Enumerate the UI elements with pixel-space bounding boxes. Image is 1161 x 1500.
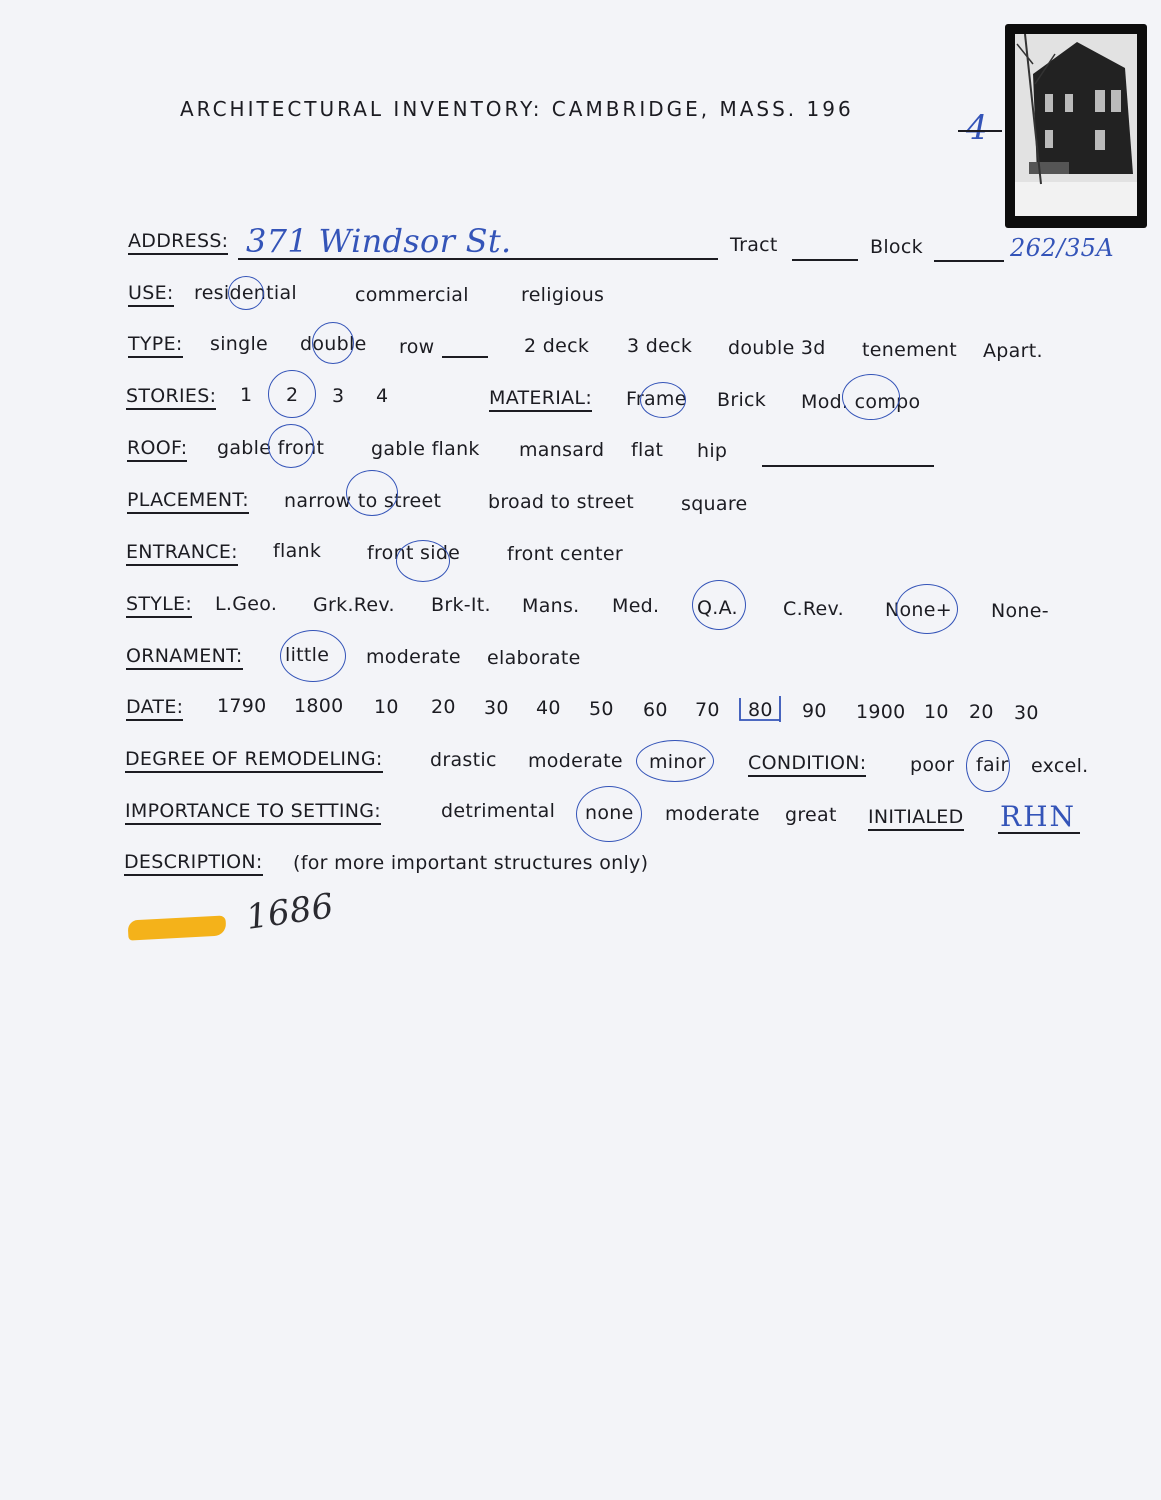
roof-mansard: mansard xyxy=(519,439,605,461)
use-label: USE: xyxy=(128,282,174,307)
importance-detrimental: detrimental xyxy=(441,800,556,822)
material-frame: Frame xyxy=(626,388,687,410)
style-none-circle xyxy=(896,584,958,634)
remodeling-label: DEGREE OF REMODELING: xyxy=(125,748,383,773)
type-double: double xyxy=(300,333,367,355)
address-value: 371 Windsor St. xyxy=(246,222,512,260)
year-digit: 4 xyxy=(966,108,988,148)
date-60: 60 xyxy=(643,699,668,721)
description-handwritten: 1686 xyxy=(243,886,337,938)
type-3-deck: 3 deck xyxy=(627,335,693,357)
tract-label: Tract xyxy=(730,234,778,256)
type-selected-circle xyxy=(312,322,354,364)
material-selected-circle xyxy=(842,374,900,420)
entrance-label: ENTRANCE: xyxy=(126,541,238,566)
remodeling-moderate: moderate xyxy=(528,750,623,772)
roof-flat: flat xyxy=(631,439,664,461)
ornament-little: little xyxy=(285,644,330,666)
use-residential: residential xyxy=(194,282,298,304)
placement-square: square xyxy=(681,493,748,515)
description-note: (for more important structures only) xyxy=(293,852,649,874)
style-brkit: Brk-It. xyxy=(431,594,491,616)
ornament-selected-circle xyxy=(280,630,346,682)
placement-label: PLACEMENT: xyxy=(127,489,249,514)
date-1790: 1790 xyxy=(217,695,267,717)
initialed-value: RHN xyxy=(1000,800,1076,833)
roof-label: ROOF: xyxy=(127,437,187,462)
importance-great: great xyxy=(785,804,837,826)
initialed-label: INITIALED xyxy=(868,806,964,831)
stories-4: 4 xyxy=(376,385,389,407)
use-selected-circle xyxy=(228,276,264,310)
placement-broad: broad to street xyxy=(488,491,635,513)
form-title: ARCHITECTURAL INVENTORY: CAMBRIDGE, MASS. 196 xyxy=(180,97,854,121)
material-brick: Brick xyxy=(717,389,767,411)
block-label: Block xyxy=(870,236,923,258)
style-grkrev: Grk.Rev. xyxy=(313,594,395,616)
date-40: 40 xyxy=(536,697,561,719)
placement-narrow: narrow to street xyxy=(284,490,442,512)
ornament-moderate: moderate xyxy=(366,646,461,668)
highlighter-mark xyxy=(128,915,227,940)
date-1910: 10 xyxy=(924,701,949,723)
building-photo xyxy=(1005,24,1147,228)
importance-selected-circle xyxy=(576,786,642,842)
use-religious: religious xyxy=(521,284,605,306)
stories-2: 2 xyxy=(286,384,299,406)
date-1930: 30 xyxy=(1014,702,1039,724)
type-label: TYPE: xyxy=(128,333,183,358)
condition-selected-circle xyxy=(966,740,1010,792)
type-row: row xyxy=(399,336,435,358)
placement-selected-circle xyxy=(346,470,398,516)
date-label: DATE: xyxy=(126,696,183,721)
style-lgeo: L.Geo. xyxy=(215,593,278,615)
type-single: single xyxy=(210,333,269,355)
importance-none: none xyxy=(585,802,634,824)
material-label: MATERIAL: xyxy=(489,387,592,412)
importance-label: IMPORTANCE TO SETTING: xyxy=(125,800,381,825)
date-20: 20 xyxy=(431,696,456,718)
date-1900: 1900 xyxy=(856,701,906,723)
date-90: 90 xyxy=(802,700,827,722)
entrance-front-center: front center xyxy=(507,543,623,565)
style-qa-circle xyxy=(692,580,746,630)
entrance-front-side: front side xyxy=(367,542,461,564)
date-1920: 20 xyxy=(969,701,994,723)
date-10: 10 xyxy=(374,696,399,718)
remodeling-minor: minor xyxy=(649,751,706,773)
roof-gable-flank: gable flank xyxy=(371,438,480,460)
block-value: 262/35A xyxy=(1010,234,1114,262)
type-2-deck: 2 deck xyxy=(524,335,590,357)
type-double-3d: double 3d xyxy=(728,337,826,359)
remodeling-selected-circle xyxy=(636,740,714,782)
style-label: STYLE: xyxy=(126,593,192,618)
entrance-selected-circle xyxy=(396,540,450,582)
remodeling-drastic: drastic xyxy=(430,749,497,771)
date-70: 70 xyxy=(695,699,720,721)
style-crev: C.Rev. xyxy=(783,598,844,620)
ornament-label: ORNAMENT: xyxy=(126,645,243,670)
importance-moderate: moderate xyxy=(665,803,760,825)
stories-selected-circle xyxy=(268,370,316,418)
condition-label: CONDITION: xyxy=(748,752,866,777)
style-none-plus: None+ xyxy=(885,599,952,621)
address-label: ADDRESS: xyxy=(128,230,228,255)
condition-poor: poor xyxy=(910,754,955,776)
type-tenement: tenement xyxy=(862,339,957,361)
style-none-minus: None- xyxy=(991,600,1049,622)
roof-hip: hip xyxy=(697,440,728,462)
style-mans: Mans. xyxy=(522,595,580,617)
style-med: Med. xyxy=(612,595,660,617)
stories-1: 1 xyxy=(240,384,253,406)
date-1800: 1800 xyxy=(294,695,344,717)
type-apart: Apart. xyxy=(983,340,1043,362)
condition-excel: excel. xyxy=(1031,755,1089,777)
material-mod-compo: Mod. compo xyxy=(801,391,921,413)
material-frame-mark xyxy=(640,382,686,418)
style-qa: Q.A. xyxy=(697,597,738,619)
stories-label: STORIES: xyxy=(126,385,216,410)
roof-selected-circle xyxy=(268,424,314,468)
description-label: DESCRIPTION: xyxy=(124,851,263,876)
entrance-flank: flank xyxy=(273,540,322,562)
stories-3: 3 xyxy=(332,385,345,407)
ornament-elaborate: elaborate xyxy=(487,647,581,669)
condition-fair: fair xyxy=(976,754,1009,776)
roof-gable-front: gable front xyxy=(217,437,325,459)
date-50: 50 xyxy=(589,698,614,720)
date-80-bracket xyxy=(734,694,788,724)
date-30: 30 xyxy=(484,697,509,719)
date-80: 80 xyxy=(748,699,773,721)
use-commercial: commercial xyxy=(355,284,469,306)
